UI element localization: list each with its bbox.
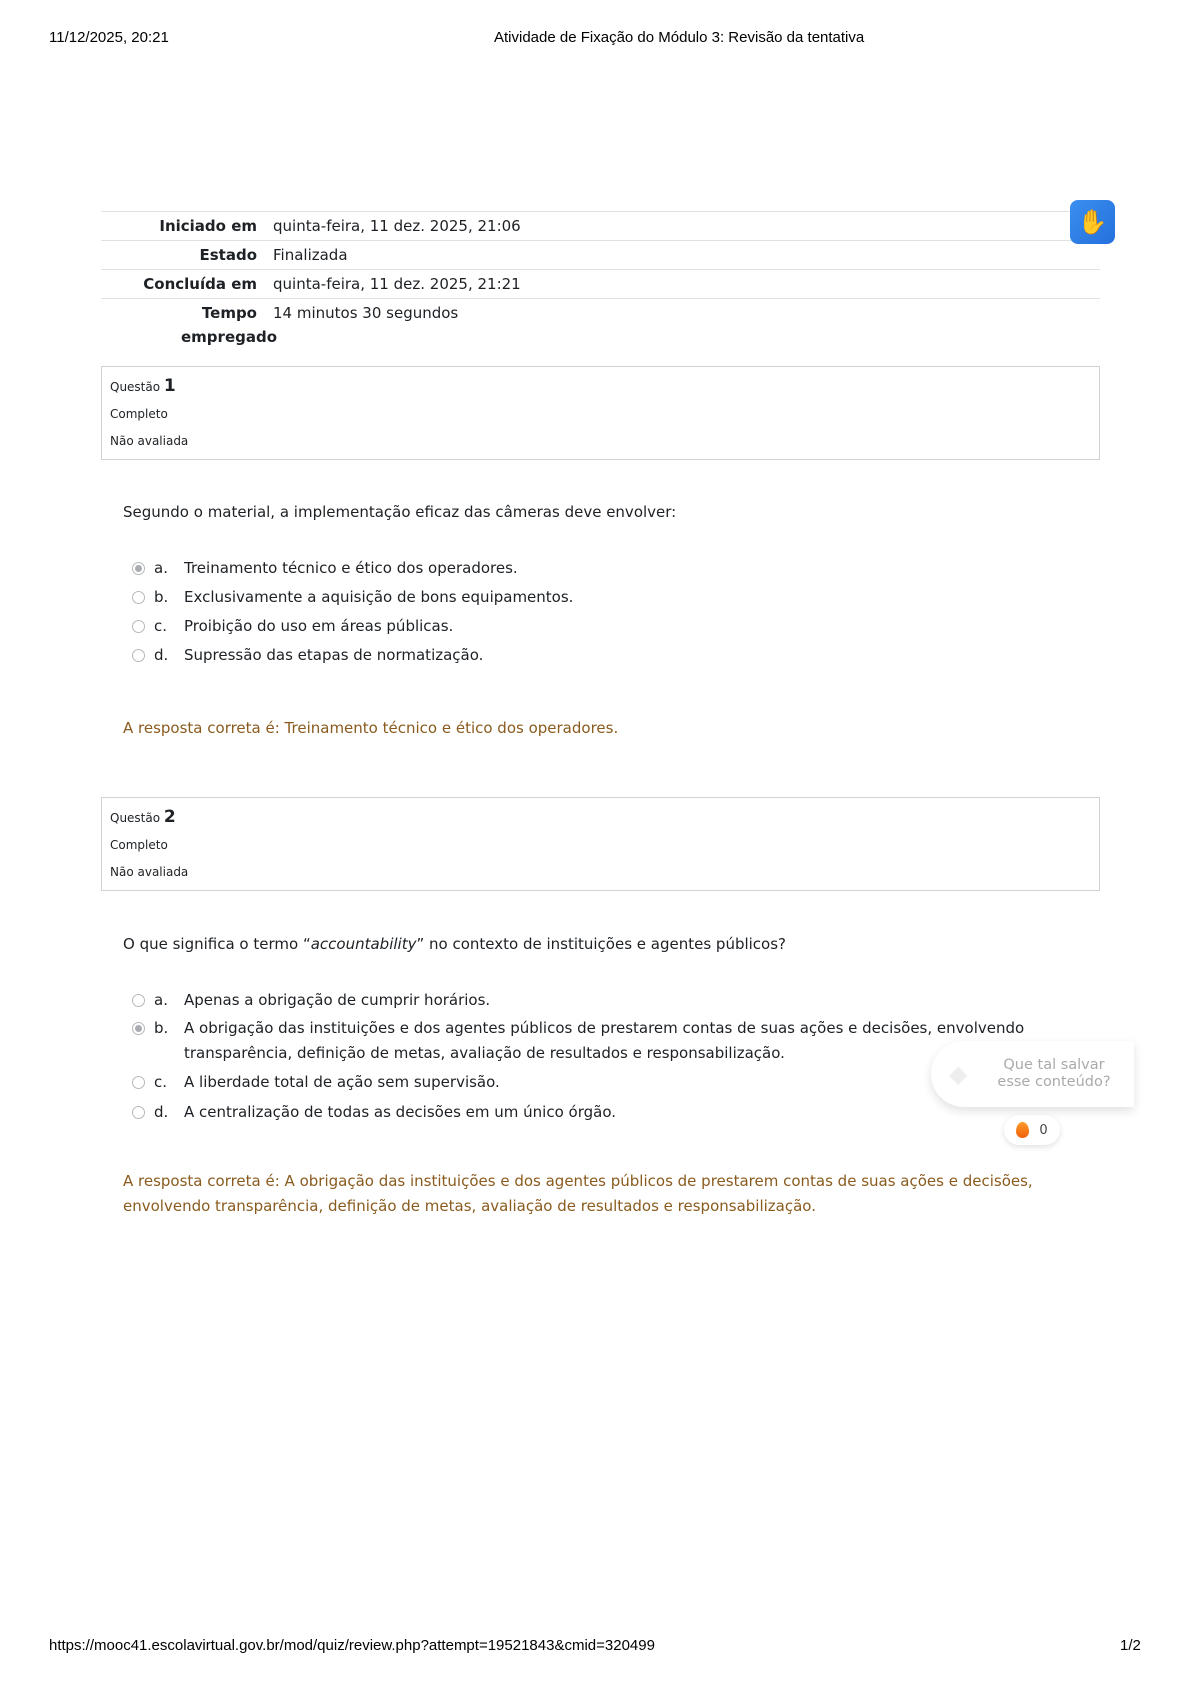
print-url: https://mooc41.escolavirtual.gov.br/mod/quiz/review.php?attempt=19521843&cmid=320499 xyxy=(49,1637,655,1654)
option-letter: a. xyxy=(154,559,168,577)
option-text: A centralização de todas as decisões em um único órgão. xyxy=(184,1103,616,1121)
option-letter: b. xyxy=(154,1019,169,1037)
summary-row-state xyxy=(101,240,1100,269)
streak-badge[interactable] xyxy=(1004,1115,1060,1145)
summary-label: Iniciado em xyxy=(159,217,257,235)
option-text: Apenas a obrigação de cumprir horários. xyxy=(184,991,491,1009)
summary-label: Estado xyxy=(199,246,257,264)
option-text: Exclusivamente a aquisição de bons equipamentos. xyxy=(184,588,574,606)
question-grade: Não avaliada xyxy=(110,865,189,879)
summary-row-time xyxy=(101,298,1100,349)
radio[interactable] xyxy=(132,649,145,662)
option-text: A obrigação das instituições e dos agentes públicos de prestarem contas de suas ações e decisões, envolvendo transparência, definição de metas, avaliação de resultados e responsabilização. xyxy=(184,1019,1025,1062)
question-text-part: O que significa o termo “ xyxy=(123,935,311,953)
summary-value: 14 minutos 30 segundos xyxy=(273,304,459,322)
correct-answer-2: A resposta correta é: A obrigação das instituições e dos agentes públicos de prestarem contas de suas ações e decisões, envolvendo transparência, definição de metas, avaliação de resultados e responsabilização. xyxy=(123,1172,1033,1215)
question-status: Completo xyxy=(110,838,168,852)
bookmark-icon: ◆ xyxy=(949,1060,968,1088)
option-letter: b. xyxy=(154,588,169,606)
summary-label: Tempo empregado xyxy=(181,304,278,346)
question-text-1: Segundo o material, a implementação eficaz das câmeras deve envolver: xyxy=(123,503,677,521)
save-content-text: Que tal salvar esse conteúdo? xyxy=(997,1057,1111,1090)
option-text: Treinamento técnico e ético dos operadores. xyxy=(184,559,518,577)
option-2c[interactable] xyxy=(132,1070,500,1095)
option-2a[interactable] xyxy=(132,988,490,1013)
radio[interactable] xyxy=(132,620,145,633)
radio-selected[interactable] xyxy=(132,1022,145,1035)
radio[interactable] xyxy=(132,591,145,604)
summary-value: Finalizada xyxy=(273,246,348,264)
option-letter: c. xyxy=(154,617,168,635)
question-info-2 xyxy=(101,797,1100,891)
fire-icon xyxy=(1016,1122,1029,1138)
question-info-1 xyxy=(101,366,1100,460)
print-page-number: 1/2 xyxy=(1120,1637,1141,1654)
option-2d[interactable] xyxy=(132,1100,616,1125)
question-label: Questão xyxy=(110,380,161,394)
summary-row-completed xyxy=(101,269,1100,298)
sign-language-icon[interactable]: ✋ xyxy=(1070,200,1115,244)
question-number: 1 xyxy=(163,376,176,396)
print-datetime: 11/12/2025, 20:21 xyxy=(49,29,169,46)
summary-value: quinta-feira, 11 dez. 2025, 21:21 xyxy=(273,275,521,293)
option-1b[interactable] xyxy=(132,585,573,610)
question-grade: Não avaliada xyxy=(110,434,189,448)
option-text: Supressão das etapas de normatização. xyxy=(184,646,484,664)
question-term: accountability xyxy=(310,935,417,953)
option-letter: c. xyxy=(154,1073,168,1091)
option-text: Proibição do uso em áreas públicas. xyxy=(184,617,454,635)
question-status: Completo xyxy=(110,407,168,421)
summary-row-started xyxy=(101,211,1100,240)
option-text: A liberdade total de ação sem supervisão. xyxy=(184,1073,500,1091)
question-number: 2 xyxy=(163,807,176,827)
option-1d[interactable] xyxy=(132,643,483,668)
streak-count: 0 xyxy=(1039,1122,1048,1138)
option-letter: d. xyxy=(154,1103,169,1121)
option-letter: a. xyxy=(154,991,168,1009)
radio[interactable] xyxy=(132,1076,145,1089)
question-label: Questão xyxy=(110,811,161,825)
option-1a[interactable] xyxy=(132,556,518,581)
radio[interactable] xyxy=(132,1106,145,1119)
summary-value: quinta-feira, 11 dez. 2025, 21:06 xyxy=(273,217,521,235)
option-letter: d. xyxy=(154,646,169,664)
summary-label: Concluída em xyxy=(143,275,257,293)
correct-answer-1: A resposta correta é: Treinamento técnico e ético dos operadores. xyxy=(123,719,619,737)
print-title: Atividade de Fixação do Módulo 3: Revisão da tentativa xyxy=(494,29,865,46)
radio-selected[interactable] xyxy=(132,562,145,575)
question-text-part: ” no contexto de instituições e agentes públicos? xyxy=(416,935,787,953)
attempt-summary xyxy=(101,211,1100,349)
question-text-2 xyxy=(123,935,786,953)
radio[interactable] xyxy=(132,994,145,1007)
option-1c[interactable] xyxy=(132,614,453,639)
save-content-widget[interactable] xyxy=(931,1041,1134,1107)
